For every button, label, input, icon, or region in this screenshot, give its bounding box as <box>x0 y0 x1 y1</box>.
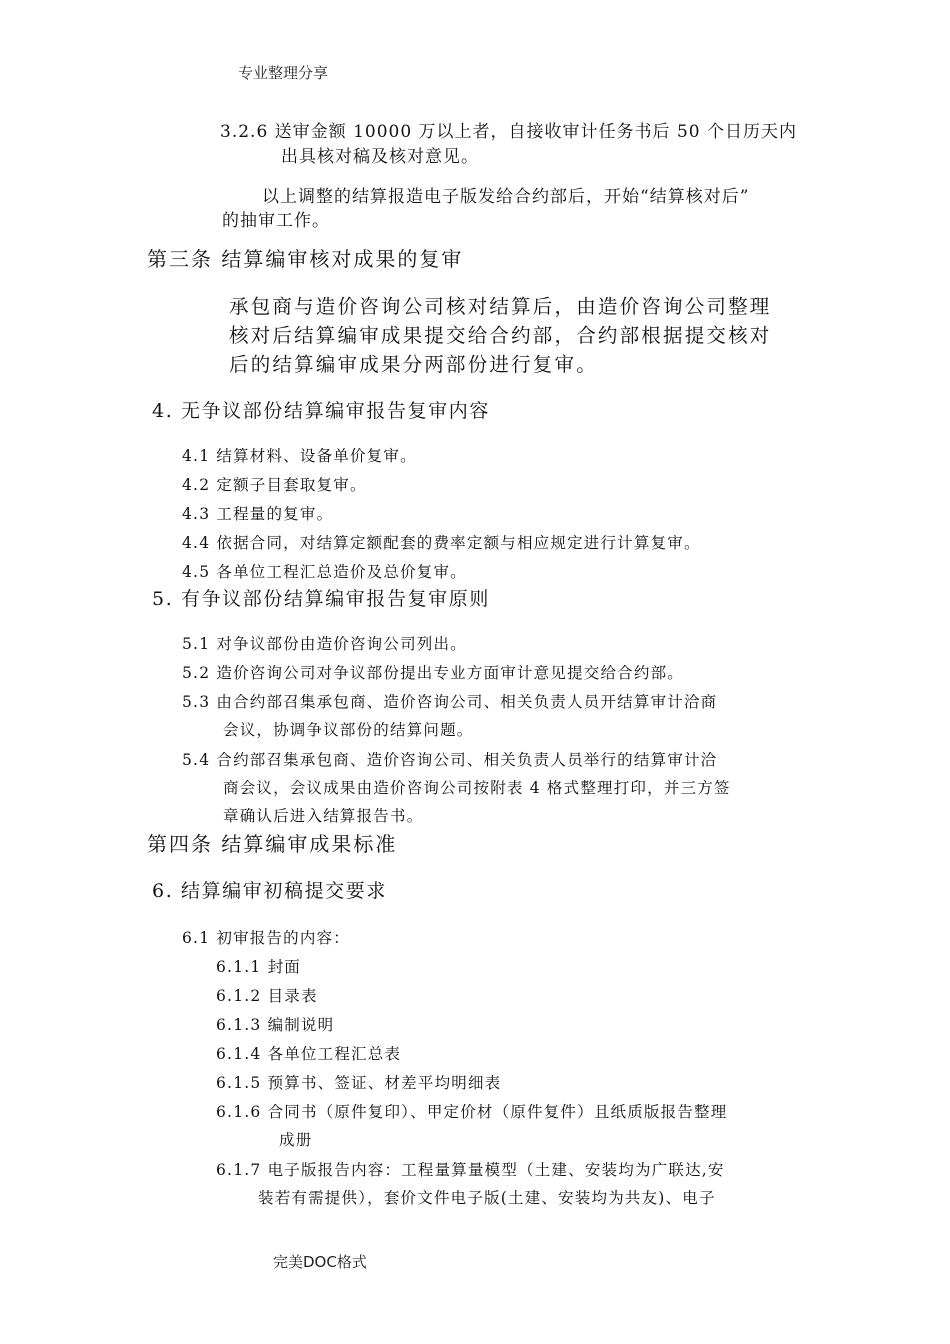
article-4-title: 第四条 结算编审成果标准 <box>147 832 398 856</box>
section-6-1-7-line1: 6.1.7 电子版报告内容：工程量算量模型（土建、安装均为广联达,安 <box>216 1161 725 1179</box>
section-5-item-4-line1: 5.4 合约部召集承包商、造价咨询公司、相关负责人员举行的结算审计洽 <box>182 751 718 769</box>
article-3-body-line3: 后的结算编审成果分两部份进行复审。 <box>229 353 598 376</box>
section-5-item-4-line2: 商会议，会议成果由造价咨询公司按附表 4 格式整理打印，并三方签 <box>223 779 731 797</box>
section-6-1-item: 6.1.4 各单位工程汇总表 <box>216 1045 402 1063</box>
item-3-2-6-line1: 3.2.6 送审金额 10000 万以上者，自接收审计任务书后 50 个日历天内 <box>220 122 797 142</box>
article-3-body-line2: 核对后结算编审成果提交给合约部，合约部根据提交核对 <box>229 324 772 347</box>
page-footer: 完美DOC格式 <box>273 1253 367 1271</box>
item-3-2-6-line2: 出具核对稿及核对意见。 <box>281 147 479 167</box>
section-5-item-3-line2: 会议，协调争议部份的结算问题。 <box>223 721 474 739</box>
section-5-item-2: 5.2 造价咨询公司对争议部份提出专业方面审计意见提交给合约部。 <box>182 664 684 682</box>
section-4-item: 4.3 工程量的复审。 <box>182 505 334 523</box>
section-4-item: 4.5 各单位工程汇总造价及总价复审。 <box>182 563 467 581</box>
section-5-item-1: 5.1 对争议部份由造价咨询公司列出。 <box>182 635 467 653</box>
page-header: 专业整理分享 <box>238 64 329 82</box>
section-4-item: 4.2 定额子目套取复审。 <box>182 476 367 494</box>
section-6-title: 6. 结算编审初稿提交要求 <box>152 880 387 902</box>
section-6-1-item: 6.1.5 预算书、签证、材差平均明细表 <box>216 1074 502 1092</box>
section-5-title: 5. 有争议部份结算编审报告复审原则 <box>152 588 490 610</box>
section-6-1-item: 6.1.3 编制说明 <box>216 1016 335 1034</box>
section-6-1-heading: 6.1 初审报告的内容： <box>182 929 350 947</box>
article-3-title: 第三条 结算编审核对成果的复审 <box>147 247 464 271</box>
section-4-title: 4. 无争议部份结算编审报告复审内容 <box>152 400 490 422</box>
article-3-body-line1: 承包商与造价咨询公司核对结算后，由造价咨询公司整理 <box>229 295 772 318</box>
section-6-1-6-line1: 6.1.6 合同书（原件复印）、甲定价材（原件复件）且纸质版报告整理 <box>216 1103 728 1121</box>
section-5-item-4-line3: 章确认后进入结算报告书。 <box>223 807 424 825</box>
adjust-paragraph-line2: 的抽审工作。 <box>222 211 330 231</box>
section-6-1-item: 6.1.1 封面 <box>216 958 301 976</box>
section-4-item: 4.4 依据合同，对结算定额配套的费率定额与相应规定进行计算复审。 <box>182 534 701 552</box>
section-5-item-3-line1: 5.3 由合约部召集承包商、造价咨询公司、相关负责人员开结算审计洽商 <box>182 693 718 711</box>
section-6-1-6-line2: 成册 <box>279 1131 313 1149</box>
section-6-1-7-line2: 装若有需提供），套价文件电子版(土建、安装均为共友)、电子 <box>258 1189 716 1207</box>
adjust-paragraph-line1: 以上调整的结算报造电子版发给合约部后，开始“结算核对后” <box>262 187 750 207</box>
section-4-item: 4.1 结算材料、设备单价复审。 <box>182 447 417 465</box>
section-6-1-item: 6.1.2 目录表 <box>216 987 318 1005</box>
